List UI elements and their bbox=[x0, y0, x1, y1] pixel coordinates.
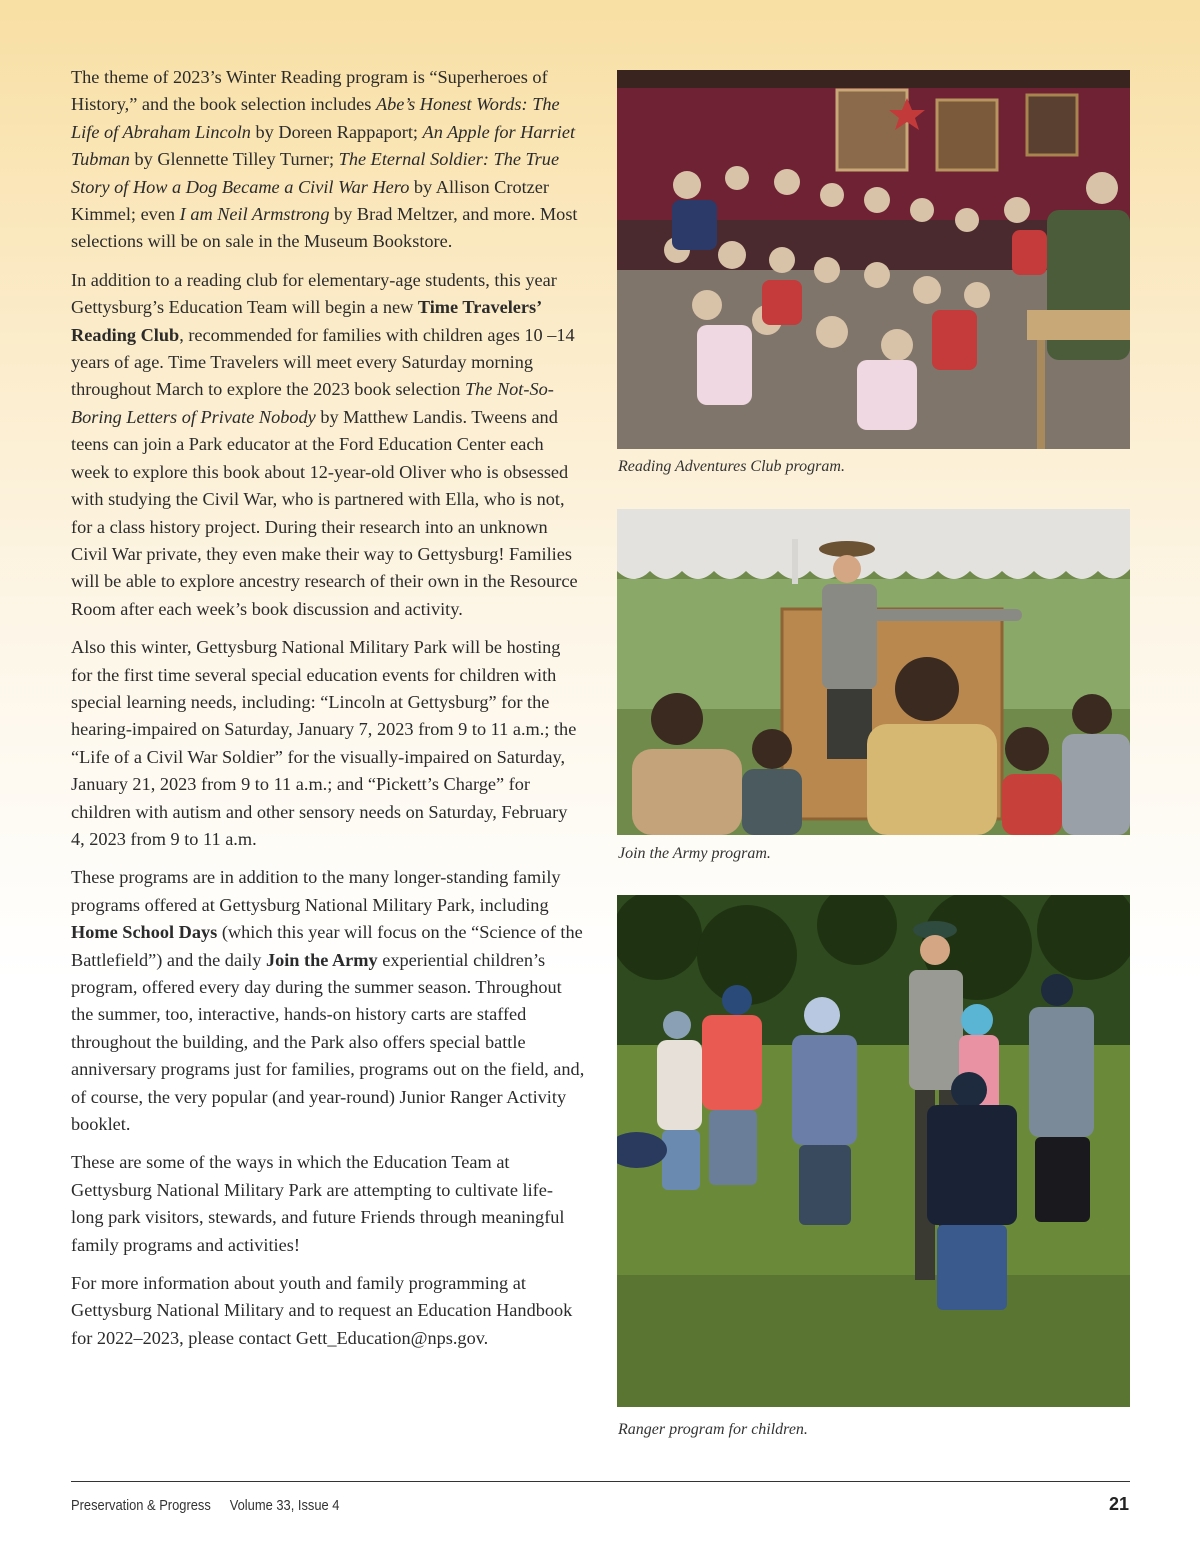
paragraph-special-events: Also this winter, Gettysburg National Military Park will be hosting for the first time several special education events for children with special learning needs, including: “Lincoln at Gettysburg” for the hearing-impaired on Saturday, January 7, 2023 from 9 to 11 a.m.; the “Life of a Civil War Soldier” for the visually-impaired on Saturday, January 21, 2023 from 9 to 11 a.m.; and “Pickett’s Charge” for children with autism and other sensory needs on Saturday, February 4, 2023 from 9 to 11 a.m. bbox=[71, 637, 577, 849]
book-title: Abe’s Honest Words: The Life of Abraham Lincoln bbox=[71, 94, 560, 142]
book-title: The Eternal Soldier: The True Story of How a Dog Became a Civil War Hero bbox=[71, 149, 560, 197]
text-run: In addition to a reading club for elementary-age students, this year Gettysburg’s Education Team will begin a new bbox=[71, 269, 557, 318]
paragraph-family-programs bbox=[71, 864, 585, 1138]
photo-reading-club-image bbox=[617, 70, 1130, 449]
program-name: Home School Days bbox=[71, 922, 218, 943]
text-run: by Matthew Landis. Tweens and teens can join a Park educator at the Ford Education Center each week to explore this book about 12-year-old Oliver who is obsessed with studying the Civil War, who is partnered with Ella, who is not, for a class history project. During their research into an unknown Civil War private, they even make their way to Gettysburg! Families will be able to explore ancestry research of their own in the Resource Room after each week’s book discussion and activity. bbox=[71, 406, 578, 619]
article-body bbox=[71, 64, 585, 1363]
caption-join-army: Join the Army program. bbox=[618, 845, 771, 862]
photo-ranger-program bbox=[617, 895, 1130, 1407]
text-run: The theme of 2023’s Winter Reading program is “Superheroes of History,” and the book selection includes bbox=[71, 67, 548, 115]
photo-join-army-image bbox=[617, 509, 1130, 835]
text-run: by Doreen Rappaport; bbox=[250, 121, 423, 142]
text-run: (which this year will focus on the “Science of the Battlefield”) and the daily bbox=[71, 922, 583, 970]
text-run: by Allison Crotzer Kimmel; even bbox=[71, 176, 549, 225]
photo-reading-club bbox=[617, 70, 1130, 449]
caption-ranger-program: Ranger program for children. bbox=[618, 1421, 808, 1438]
page-number: 21 bbox=[1108, 1494, 1129, 1514]
caption-reading-club: Reading Adventures Club program. bbox=[618, 458, 845, 475]
book-title: An Apple for Harriet Tubman bbox=[71, 121, 576, 170]
paragraph-education-team: These are some of the ways in which the Education Team at Gettysburg National Military Park are attempting to cultivate life-long park visitors, stewards, and future Friends through meaningful family programs and activities! bbox=[71, 1152, 565, 1255]
text-run: These programs are in addition to the many longer-standing family programs offered at Gettysburg National Military Park, including bbox=[71, 867, 561, 915]
program-name: Time Travelers’ Reading Club bbox=[71, 297, 541, 345]
text-run: experiential children’s program, offered every day during the summer season. Throughout the summer, too, interactive, hands-on history carts are staffed throughout the building, and the Park also offers special battle anniversary programs just for families, programs out on the field, and, of course, the very popular (and year-round) Junior Ranger Activity booklet. bbox=[71, 949, 585, 1135]
footer-issue: Volume 33, Issue 4 bbox=[229, 1497, 340, 1514]
footer-publication-line bbox=[71, 1497, 339, 1514]
footer-rule bbox=[71, 1481, 1130, 1482]
paragraph-contact: For more information about youth and family programming at Gettysburg National Military and to request an Education Handbook for 2022–2023, please contact Gett_Education@nps.gov. bbox=[71, 1273, 573, 1348]
photo-join-army bbox=[617, 509, 1130, 835]
photo-ranger-program-image bbox=[617, 895, 1130, 1407]
paragraph-winter-reading bbox=[71, 64, 585, 256]
paragraph-time-travelers bbox=[71, 267, 585, 623]
program-name: Join the Army bbox=[265, 949, 378, 970]
book-title: I am Neil Armstrong bbox=[179, 204, 330, 225]
text-run: by Brad Meltzer, and more. Most selections will be on sale in the Museum Bookstore. bbox=[71, 204, 578, 252]
text-run: by Glennette Tilley Turner; bbox=[129, 149, 339, 170]
text-run: , recommended for families with children ages 10 –14 years of age. Time Travelers will meet every Saturday morning throughout March to explore the 2023 book selection bbox=[71, 324, 575, 400]
book-title: The Not-So-Boring Letters of Private Nobody bbox=[71, 379, 554, 427]
footer-publication: Preservation & Progress bbox=[71, 1497, 211, 1514]
